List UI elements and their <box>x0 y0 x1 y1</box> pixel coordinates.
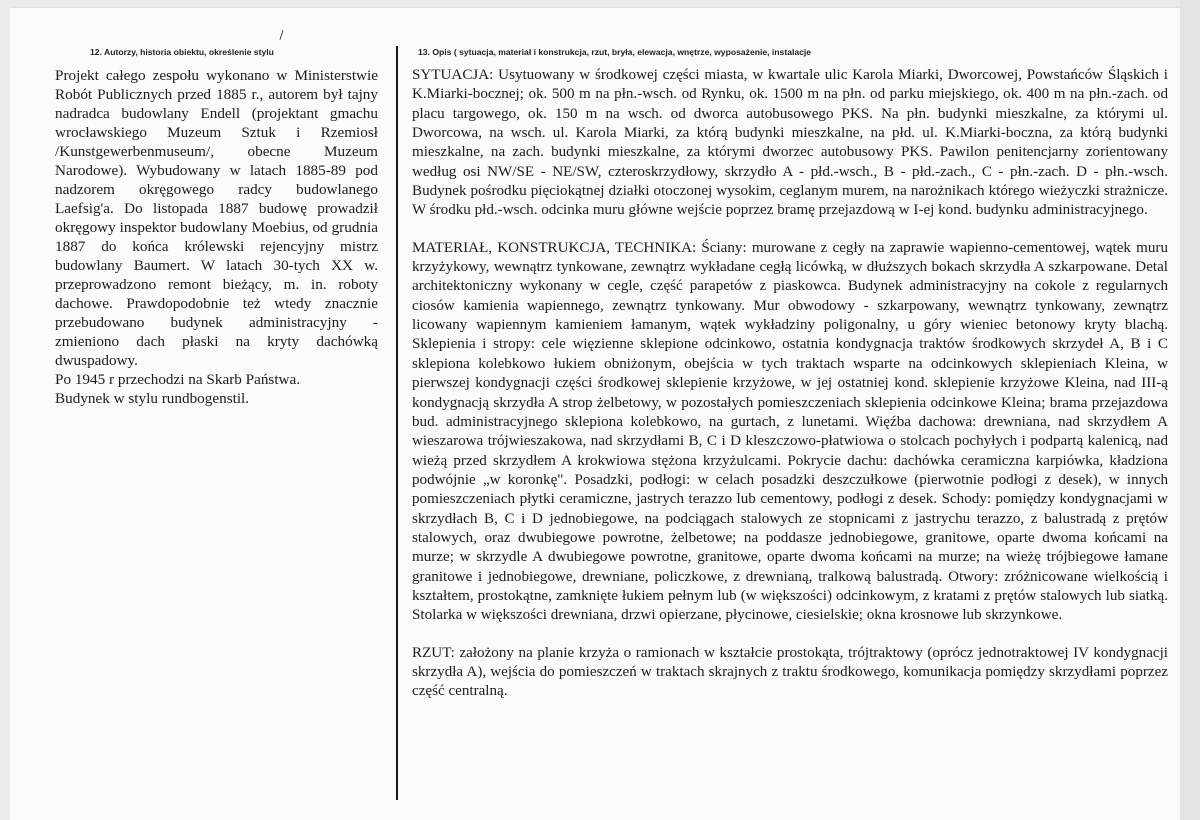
style-paragraph: Budynek w stylu rundbogenstil. <box>55 390 250 407</box>
left-column-heading: 12. Autorzy, historia obiektu, określenie stylu <box>90 47 274 57</box>
plan-section <box>412 644 1168 702</box>
right-column-text <box>412 66 1168 720</box>
material-label: MATERIAŁ, KONSTRUKCJA, TECHNIKA: <box>412 239 697 256</box>
situation-section <box>412 66 1168 221</box>
left-column-text <box>55 66 378 408</box>
plan-text: założony na planie krzyża o ramionach w kształcie prostokąta, trójtraktowy (oprócz jednotraktowej IV kondygnacji skrzydła A), wejścia do pomieszczeń w traktach skrajnych z traktu środkowego, komunikacja pomiędzy skrzydłami poprzez część centralną. <box>412 644 1168 700</box>
plan-label: RZUT: <box>412 644 455 661</box>
situation-label: SYTUACJA: <box>412 67 494 83</box>
history-paragraph: Projekt całego zespołu wykonano w Ministerstwie Robót Publicznych przed 1885 r., autorem był tajny nadradca budowlany Endell (projektant gmachu wrocławskiego Muzeum Sztuk i Rzemiosł /Kunstgewerbenmuseum/, obecne Muzeum Narodowe). Wybudowany w latach 1885-89 pod nadzorem okręgowego radcy budowlanego Laefsig'a. Do listopada 1887 budowę prowadził okręgowy inspektor budowlany Moebius, od grudnia 1887 do końca królewski rejencyjny mistrz budowlany Baumert. W latach 30-tych XX w. przeprowadzono remont bieżący, m. in. roboty dachowe. Prawdopodobnie też wtedy znacznie przebudowano budynek administracyjny - zmieniono dach płaski na kryty dachówką dwuspadowy. <box>55 67 378 369</box>
column-divider <box>396 46 398 800</box>
right-column-heading: 13. Opis ( sytuacja, materiał i konstrukcja, rzut, bryła, elewacja, wnętrze, wyposażenie, instalacje <box>418 47 812 57</box>
ownership-paragraph: Po 1945 r przechodzi na Skarb Państwa. <box>55 371 301 388</box>
material-section <box>412 239 1168 626</box>
material-text: Ściany: murowane z cegły na zaprawie wapienno-cementowej, wątek muru krzyżykowy, wewnątrz tynkowane, zewnątrz wykładane cegłą licówką, w dłuższych bokach skrzydła A szkarpowane. Detal architektoniczny wykonany w cegle, część parapetów z piaskowca. Budynek administracyjny na cokole z regularnych ciosów kamienia wapiennego, zewnątrz tynkowany. Mur obwodowy - szkarpowany, wewnątrz tynkowany, zewnątrz licowany wapiennym kamieniem łamanym, wątek wykładziny poligonalny, u góry wieniec betonowy kryty blachą. Sklepienia i stropy: cele więzienne sklepione odcinkowo, ostatnia kondygnacja traktów środkowych skrzydeł A, B i C sklepiona kolebkowo łukiem obniżonym, obejścia w tych traktach wsparte na odcinkowych sklepieniach Kleina, w pierwszej kondygnacji części środkowej sklepienie krzyżowe, w jej ostatniej kond. sklepienie krzyżowe Kleina, nad III-ą kondygnacją skrzydła A strop żelbetowy, w pozostałych pomieszczeniach sklepienia odcinkowe Kleina; brama przejazdowa bud. administracyjnego sklepiona kolebkowo, na gurtach, z lunetami. Więźba dachowa: drewniana, nad skrzydłem A wieszarowa trójwieszakowa, nad skrzydłami B, C i D kleszczowo-płatwiowa o stolcach pochyłych i podpartą kalenicą, nad wieżą przed skrzydłem A krokwiowa stężona krzyżulcami. Pokrycie dachu: dachówka ceramiczna karpiówka, kładziona podwójnie „w koronkę". Posadzki, podłogi: w celach posadzki deszczułkowe (pierwotnie podłogi z desek), w innych pomieszczeniach płytki ceramiczne, jastrych terazzo lub cementowy, podłogi z desek. Schody: pomiędzy kondygnacjami w skrzydłach B, C i D jednobiegowe, na podciągach stalowych ze stopnicami z jastrychu terazzo, z balustradą z prętów stalowych, oraz dwubiegowe powrotne, żelbetowe; na poddasze jednobiegowe, granitowe, oparte dwoma końcami na murze; w skrzydle A dwubiegowe powrotne, granitowe, oparte dwoma końcami na murze; na wieżę trójbiegowe łamane granitowe i jednobiegowe, drewniane, policzkowe, z drewnianą, tralkową balustradą. Otwory: zróżnicowane wielkością i kształtem, prostokątne, zamknięte łukiem pełnym lub (w większości) odcinkowym, z kratami z prętów stalowych lub siatką. Stolarka w większości drewniana, drzwi opierzane, płycinowe, ciesielskie; okna krosnowe lub skrzynkowe. <box>412 239 1168 624</box>
situation-text: Usytuowany w środkowej części miasta, w kwartale ulic Karola Miarki, Dworcowej, Powstańców Śląskich i K.Miarki-bocznej; ok. 500 m na płn.-wsch. od Rynku, ok. 1500 m na płn. od parku miejskiego, ok. 400 m na płn.-zach. od placu targowego, ok. 150 m na wsch. od dworca autobusowego PKS. Na płn. budynki mieszkalne, za którymi ul. Dworcowa, na wsch. ul. Karola Miarki, za którą budynki mieszkalne, na płd. ul. K.Miarki-boczna, za którą budynki mieszkalne, na zach. budynki mieszkalne, za którymi dworzec autobusowy PKS. Pawilon penitencjarny zorientowany według osi NW/SE - NE/SW, czteroskrzydłowy, skrzydło A - płd.-wsch., B - płd.-zach., C - płn.-zach. D - płn.-wsch. Budynek pośrodku pięciokątnej działki otoczonej wysokim, ceglanym murem, na narożnikach którego wieżyczki strażnicze. W środku płd.-wsch. odcinka muru główne wejście poprzez bramę przejazdową w I-ej kond. budynku administracyjnego. <box>412 67 1168 219</box>
page-edge <box>1180 0 1200 820</box>
